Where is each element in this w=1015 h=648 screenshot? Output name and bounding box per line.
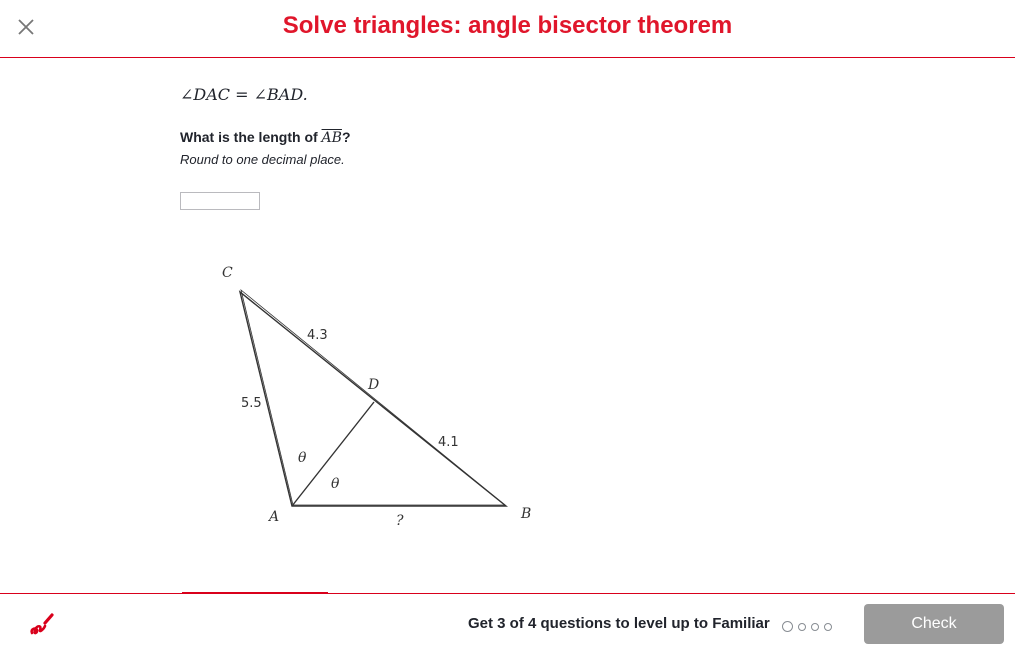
length-db-label: 4.1 xyxy=(438,435,459,450)
triangle-abc xyxy=(240,292,506,506)
triangle-figure xyxy=(200,255,560,545)
progress-dots xyxy=(782,618,837,630)
angle-cad-label: θ xyxy=(298,450,307,466)
length-cd-label: 4.3 xyxy=(307,328,328,343)
progress-dot xyxy=(824,623,832,631)
vertex-d-label: D xyxy=(368,377,380,393)
vertex-c-label: C xyxy=(222,265,233,281)
progress-dot xyxy=(811,623,819,631)
answer-input[interactable] xyxy=(180,192,260,210)
exercise-header xyxy=(0,0,1015,58)
check-button[interactable]: Check xyxy=(864,604,1004,644)
vertex-a-label: A xyxy=(269,509,280,525)
triangle-lines xyxy=(240,290,506,506)
progress-dot xyxy=(798,623,806,631)
exercise-footer xyxy=(0,593,1015,648)
length-ab-label: ? xyxy=(396,513,404,529)
vertex-b-label: B xyxy=(521,506,532,522)
question-suffix: ? xyxy=(341,129,351,145)
given-statement: ∠DAC = ∠BAD. xyxy=(180,85,308,104)
angle-dab-label: θ xyxy=(331,476,340,492)
level-up-progress-text: Get 3 of 4 questions to level up to Familiar xyxy=(468,615,770,632)
question-text xyxy=(180,129,351,146)
pencil-scribble-icon[interactable] xyxy=(28,611,56,637)
segment-ab-label: $\overline{AB}$ xyxy=(321,130,342,146)
question-prefix: What is the length of xyxy=(180,129,322,145)
exercise-title: Solve triangles: angle bisector theorem xyxy=(282,12,733,39)
length-ac-label: 5.5 xyxy=(241,396,262,411)
rounding-hint: Round to one decimal place. xyxy=(180,152,345,167)
triangle-abc-shadow xyxy=(241,290,505,505)
progress-dot xyxy=(782,621,793,632)
